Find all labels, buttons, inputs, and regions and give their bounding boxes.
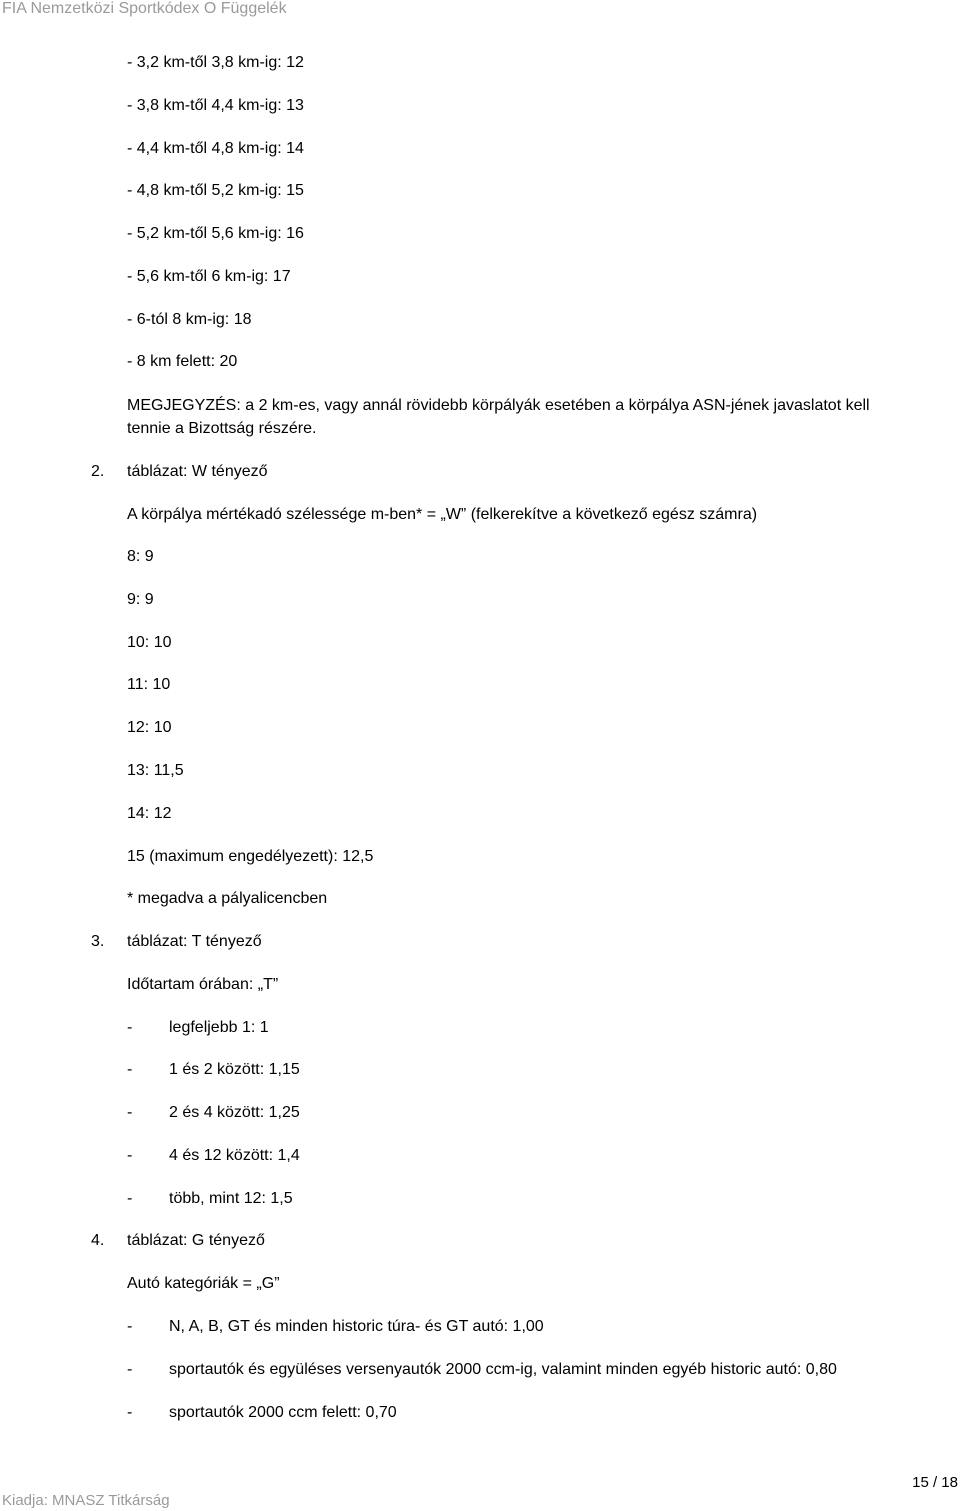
list-item: - 4,8 km-től 5,2 km-ig: 15 [127,182,304,199]
table2-row: 12: 10 [127,719,172,736]
table2-row: 10: 10 [127,634,172,651]
note-line-2: tennie a Bizottság részére. [127,420,317,437]
table4-row: sportautók 2000 ccm felett: 0,70 [169,1404,397,1421]
list-item: - 4,4 km-től 4,8 km-ig: 14 [127,140,304,157]
table3-row: 2 és 4 között: 1,25 [169,1104,300,1121]
list-item: - 3,8 km-től 4,4 km-ig: 13 [127,97,304,114]
table2-row: 13: 11,5 [127,762,184,779]
table4-intro: Autó kategóriák = „G” [127,1275,280,1292]
list-item: - 5,2 km-től 5,6 km-ig: 16 [127,225,304,242]
table2-row: 11: 10 [127,676,171,693]
table3-row: több, mint 12: 1,5 [169,1190,293,1207]
list-dash: - [127,1104,133,1121]
table4-row: sportautók és együléses versenyautók 2000 ccm-ig, valamint minden egyéb historic autó: 0,80 [169,1361,837,1378]
table2-row: 15 (maximum engedélyezett): 12,5 [127,848,374,865]
list-dash: - [127,1318,133,1335]
list-dash: - [127,1404,133,1421]
table3-title: táblázat: T tényező [127,933,262,950]
table2-intro: A körpálya mértékadó szélessége m-ben* = „W” (felkerekítve a következő egész számra) [127,506,758,523]
list-item: - 3,2 km-től 3,8 km-ig: 12 [127,54,304,71]
list-dash: - [127,1190,133,1207]
table2-row: 14: 12 [127,805,172,822]
list-dash: - [127,1061,133,1078]
table2-row: 8: 9 [127,548,154,565]
list-dash: - [127,1361,133,1378]
table4-number: 4. [91,1232,105,1249]
page-number: 15 / 18 [912,1474,958,1491]
table2-footnote: * megadva a pályalicencben [127,890,328,907]
table2-number: 2. [91,463,105,480]
list-item: - 8 km felett: 20 [127,353,238,370]
table4-row: N, A, B, GT és minden historic túra- és GT autó: 1,00 [169,1318,544,1335]
list-item: - 6-tól 8 km-ig: 18 [127,311,252,328]
table4-title: táblázat: G tényező [127,1232,265,1249]
list-dash: - [127,1147,133,1164]
table3-number: 3. [91,933,105,950]
table2-row: 9: 9 [127,591,154,608]
note-line-1: MEGJEGYZÉS: a 2 km-es, vagy annál rövidebb körpályák esetében a körpálya ASN-jének javaslatot kell [127,397,870,414]
table2-title: táblázat: W tényező [127,463,268,480]
table3-intro: Időtartam órában: „T” [127,976,279,993]
footer-publisher: Kiadja: MNASZ Titkárság [2,1492,170,1509]
page-header: FIA Nemzetközi Sportkódex O Függelék [2,0,287,17]
list-item: - 5,6 km-től 6 km-ig: 17 [127,268,291,285]
table3-row: legfeljebb 1: 1 [169,1019,269,1036]
list-dash: - [127,1019,133,1036]
table3-row: 1 és 2 között: 1,15 [169,1061,300,1078]
table3-row: 4 és 12 között: 1,4 [169,1147,300,1164]
